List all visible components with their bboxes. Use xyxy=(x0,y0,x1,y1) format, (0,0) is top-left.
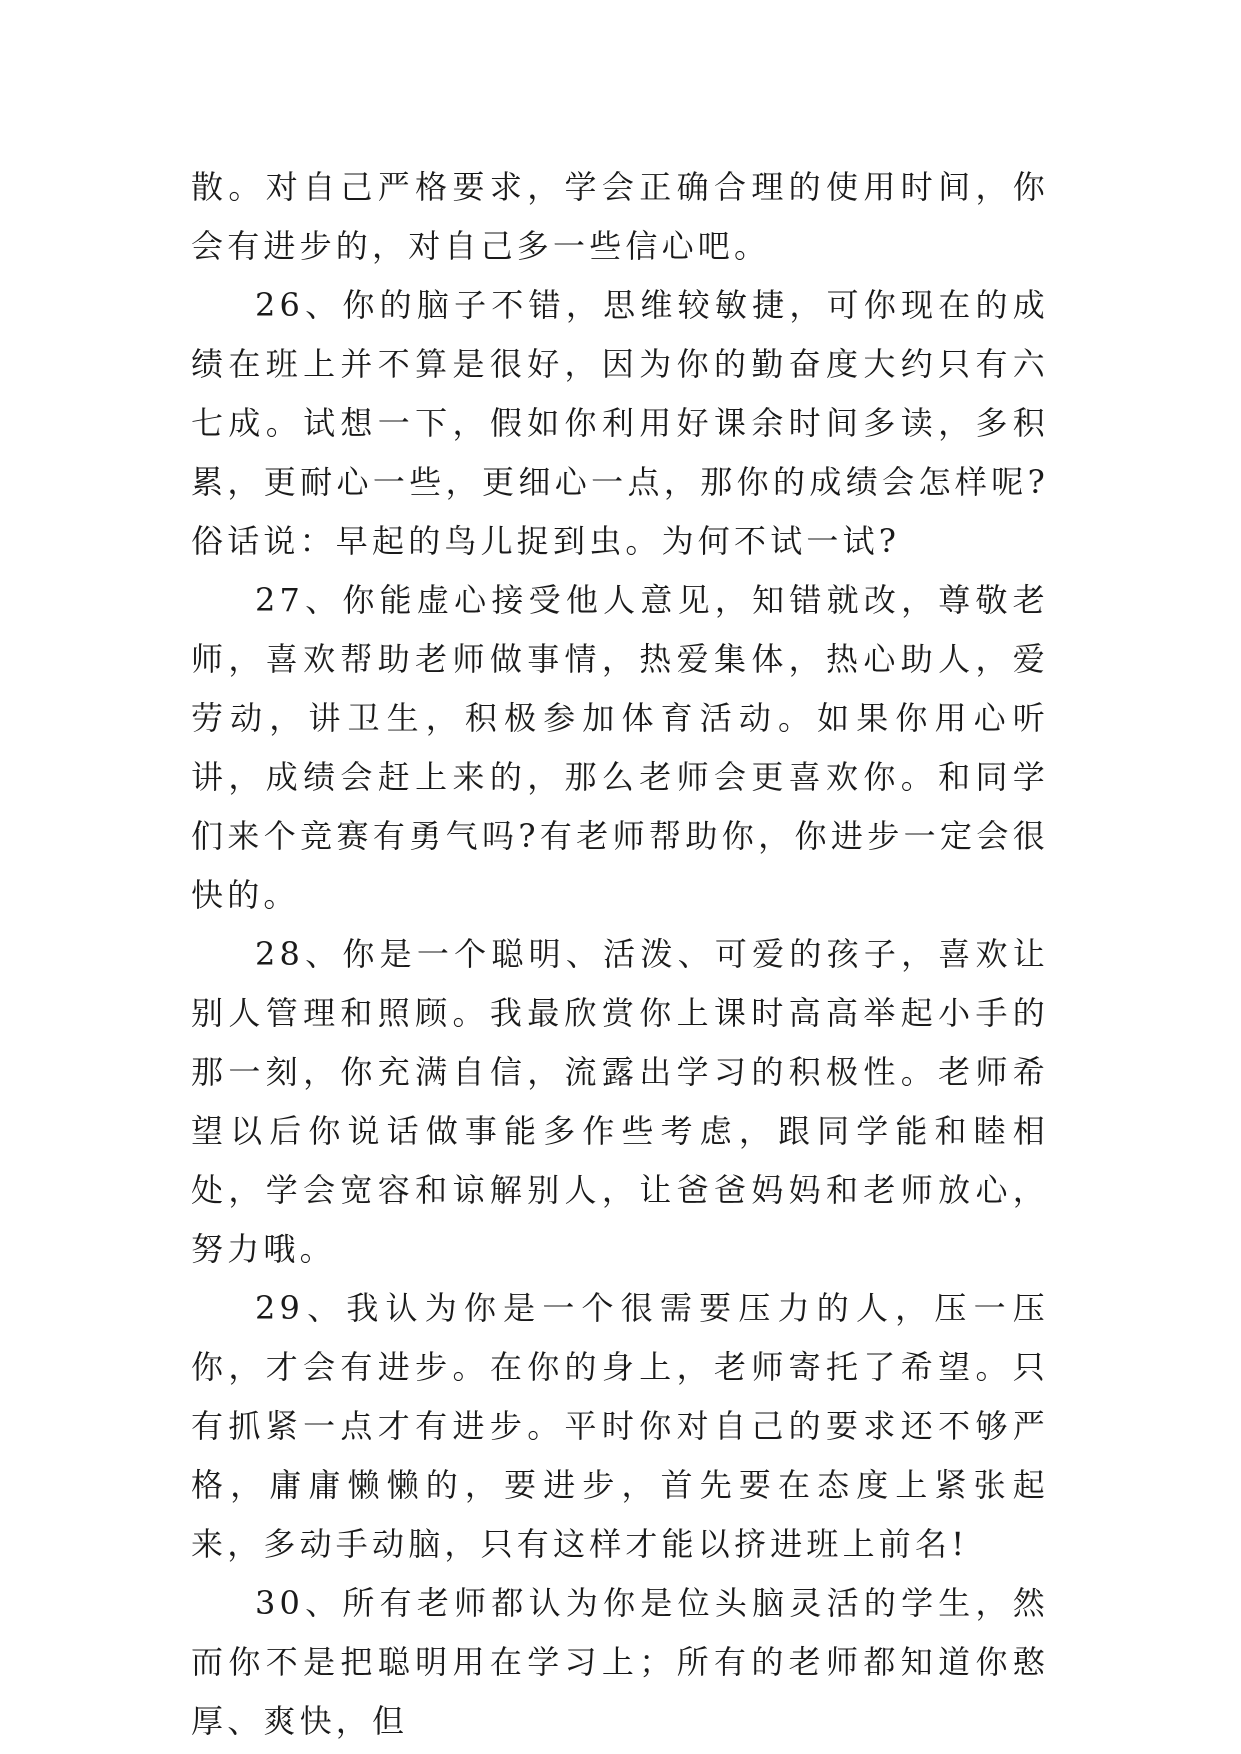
paragraph-29: 29、我认为你是一个很需要压力的人，压一压你，才会有进步。在你的身上，老师寄托了希望。只有抓紧一点才有进步。平时你对自己的要求还不够严格，庸庸懒懒的，要进步，首先要在态度上紧张起来，多动手动脑，只有这样才能以挤进班上前名! xyxy=(191,1289,1049,1563)
paragraph-30: 30、所有老师都认为你是位头脑灵活的学生，然而你不是把聪明用在学习上；所有的老师都知道你憨厚、爽快，但 xyxy=(191,1584,1049,1740)
paragraph-28: 28、你是一个聪明、活泼、可爱的孩子，喜欢让别人管理和照顾。我最欣赏你上课时高高举起小手的那一刻，你充满自信，流露出学习的积极性。老师希望以后你说话做事能多作些考虑，跟同学能和睦相处，学会宽容和谅解别人，让爸爸妈妈和老师放心，努力哦。 xyxy=(191,935,1049,1268)
paragraph-26: 26、你的脑子不错，思维较敏捷，可你现在的成绩在班上并不算是很好，因为你的勤奋度大约只有六七成。试想一下，假如你利用好课余时间多读，多积累，更耐心一些，更细心一点，那你的成绩会怎样呢?俗话说：早起的鸟儿捉到虫。为何不试一试? xyxy=(191,286,1049,560)
paragraph-25-continued: 散。对自己严格要求，学会正确合理的使用时间，你会有进步的，对自己多一些信心吧。 xyxy=(191,168,1049,265)
paragraph-27: 27、你能虚心接受他人意见，知错就改，尊敬老师，喜欢帮助老师做事情，热爱集体，热心助人，爱劳动，讲卫生，积极参加体育活动。如果你用心听讲，成绩会赶上来的，那么老师会更喜欢你。和同学们来个竞赛有勇气吗?有老师帮助你，你进步一定会很快的。 xyxy=(191,581,1049,914)
document-page xyxy=(191,158,1049,1751)
